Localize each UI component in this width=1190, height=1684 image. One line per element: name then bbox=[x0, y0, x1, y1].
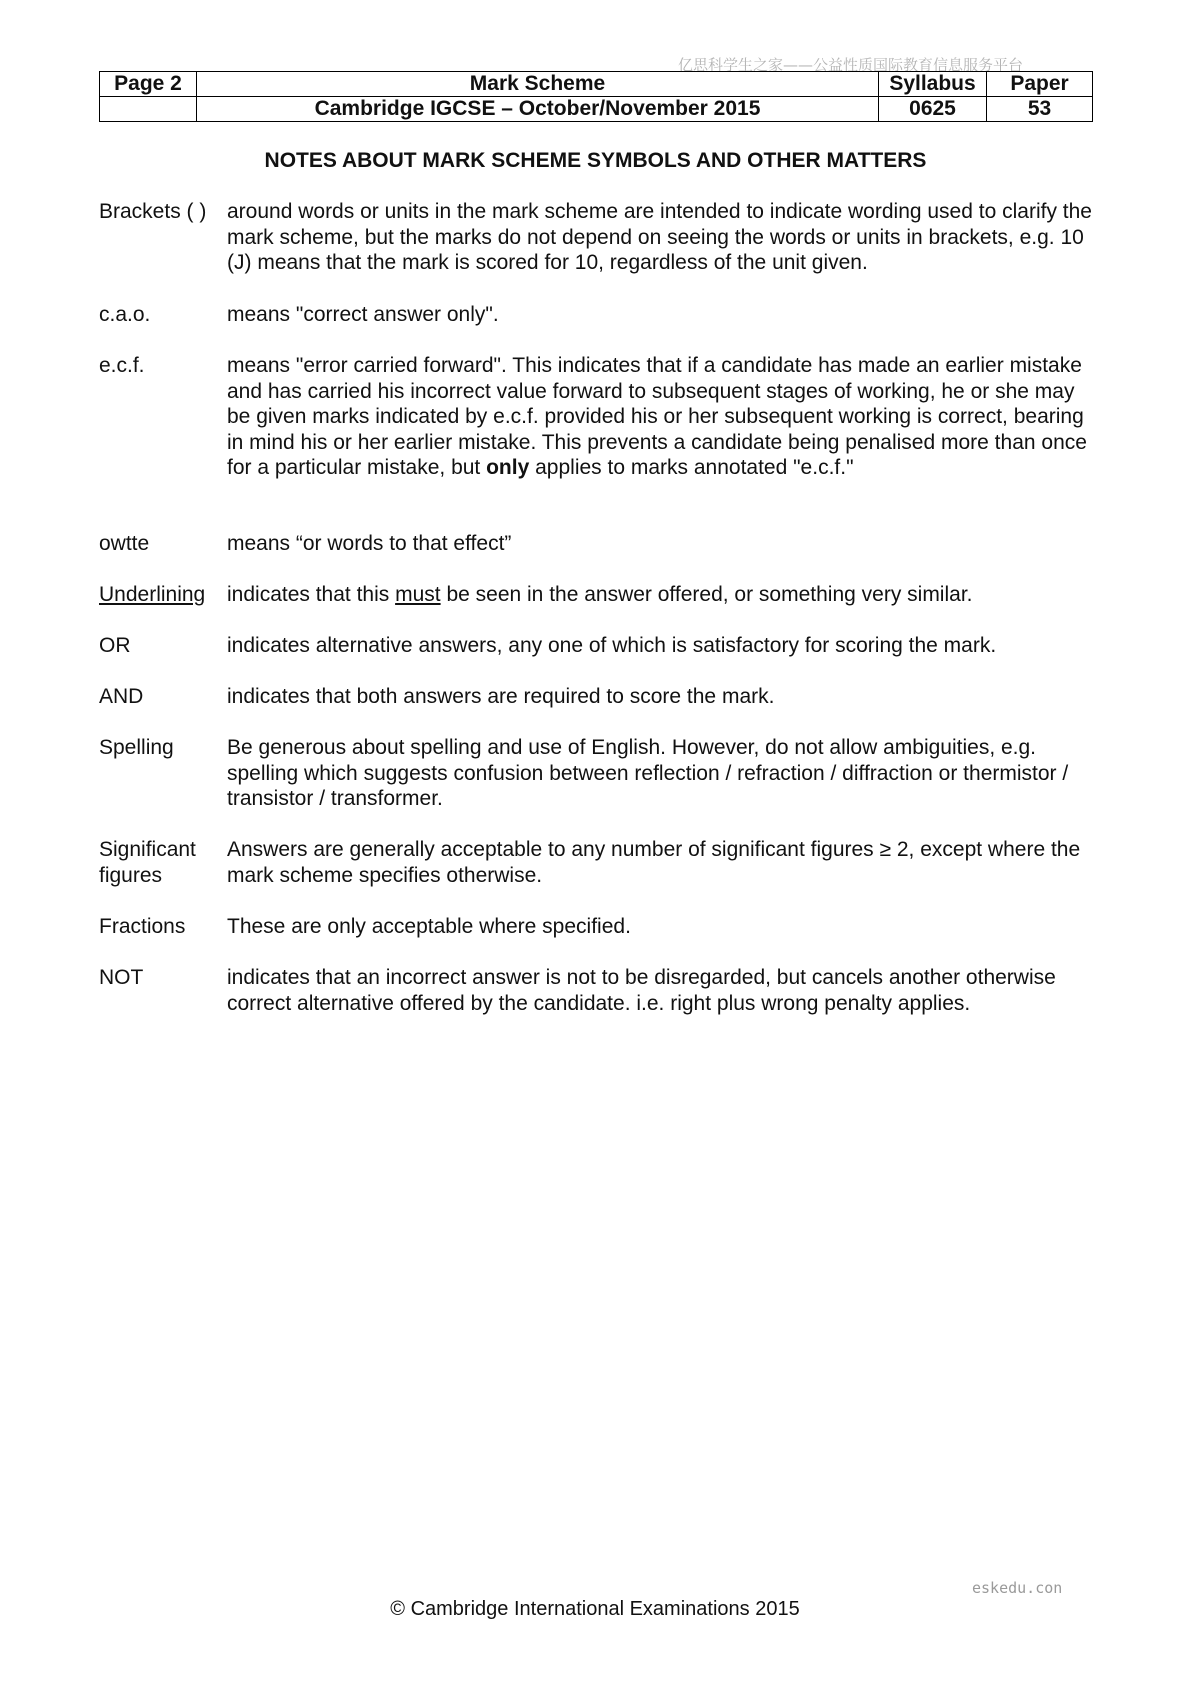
note-desc: indicates that both answers are required to score the mark. bbox=[227, 685, 775, 708]
note-desc: indicates alternative answers, any one of which is satisfactory for scoring the mark. bbox=[227, 634, 997, 657]
note-term: NOT bbox=[99, 966, 144, 989]
note-term bbox=[99, 837, 224, 888]
note-term: OR bbox=[99, 634, 131, 657]
empty-cell bbox=[100, 97, 197, 122]
note-term: Spelling bbox=[99, 736, 174, 759]
note-term: owtte bbox=[99, 532, 150, 555]
note-desc bbox=[227, 582, 1099, 608]
exam-name: Cambridge IGCSE – October/November 2015 bbox=[197, 97, 879, 122]
note-term: Brackets ( ) bbox=[99, 200, 207, 223]
note-desc: means “or words to that effect” bbox=[227, 532, 512, 555]
note-desc: means "correct answer only". bbox=[227, 303, 499, 326]
note-term-line: Significant bbox=[99, 838, 196, 861]
note-desc: Answers are generally acceptable to any number of significant figures ≥ 2, except where the mark scheme specifies otherwise. bbox=[227, 838, 1081, 887]
note-term: AND bbox=[99, 685, 144, 708]
footer-copyright: © Cambridge International Examinations 2015 bbox=[390, 1598, 800, 1620]
syllabus-code: 0625 bbox=[879, 97, 987, 122]
page-number: Page 2 bbox=[100, 72, 197, 97]
note-desc bbox=[227, 353, 1099, 481]
note-term: Underlining bbox=[99, 583, 206, 606]
note-term: e.c.f. bbox=[99, 354, 145, 377]
page-title: NOTES ABOUT MARK SCHEME SYMBOLS AND OTHER MATTERS bbox=[264, 149, 927, 172]
mark-scheme-label: Mark Scheme bbox=[197, 72, 879, 97]
note-desc-text: indicates that this bbox=[227, 583, 396, 606]
watermark-bottom: eskedu.con bbox=[972, 1579, 1063, 1597]
note-term: Fractions bbox=[99, 915, 186, 938]
paper-label: Paper bbox=[987, 72, 1093, 97]
note-desc-underlined: must bbox=[395, 583, 441, 606]
note-desc: Be generous about spelling and use of English. However, do not allow ambiguities, e.g. spelling which suggests confusion between reflection / refraction / diffraction or thermistor / transistor / transformer. bbox=[227, 736, 1069, 810]
paper-number: 53 bbox=[987, 97, 1093, 122]
note-term-line: figures bbox=[99, 863, 163, 887]
syllabus-label: Syllabus bbox=[879, 72, 987, 97]
note-desc: These are only acceptable where specified. bbox=[227, 915, 631, 938]
header-table bbox=[99, 71, 1093, 122]
watermark-top: 亿思科学生之家——公益性质国际教育信息服务平台 bbox=[678, 56, 1024, 74]
note-desc: indicates that an incorrect answer is not to be disregarded, but cancels another otherwise correct alternative offered by the candidate. i.e. right plus wrong penalty applies. bbox=[227, 966, 1056, 1015]
note-desc-bold: only bbox=[486, 456, 530, 479]
note-desc-text: means "error carried forward". This indicates that if a candidate has made an earlier mistake and has carried his incorrect value forward to subsequent stages of working, he or she may be given marks indicated by e.c.f. provided his or her subsequent working is correct, bearing in mind his or her earlier mistake. This prevents a candidate being penalised more than once for a particular mistake, but bbox=[227, 354, 1087, 479]
note-desc: around words or units in the mark scheme are intended to indicate wording used to clarify the mark scheme, but the marks do not depend on seeing the words or units in brackets, e.g. 10 (J) means that the mark is scored for 10, regardless of the unit given. bbox=[227, 200, 1092, 274]
note-term: c.a.o. bbox=[99, 303, 151, 326]
note-desc-text: be seen in the answer offered, or something very similar. bbox=[440, 583, 973, 606]
note-desc-text: applies to marks annotated "e.c.f." bbox=[529, 456, 854, 479]
